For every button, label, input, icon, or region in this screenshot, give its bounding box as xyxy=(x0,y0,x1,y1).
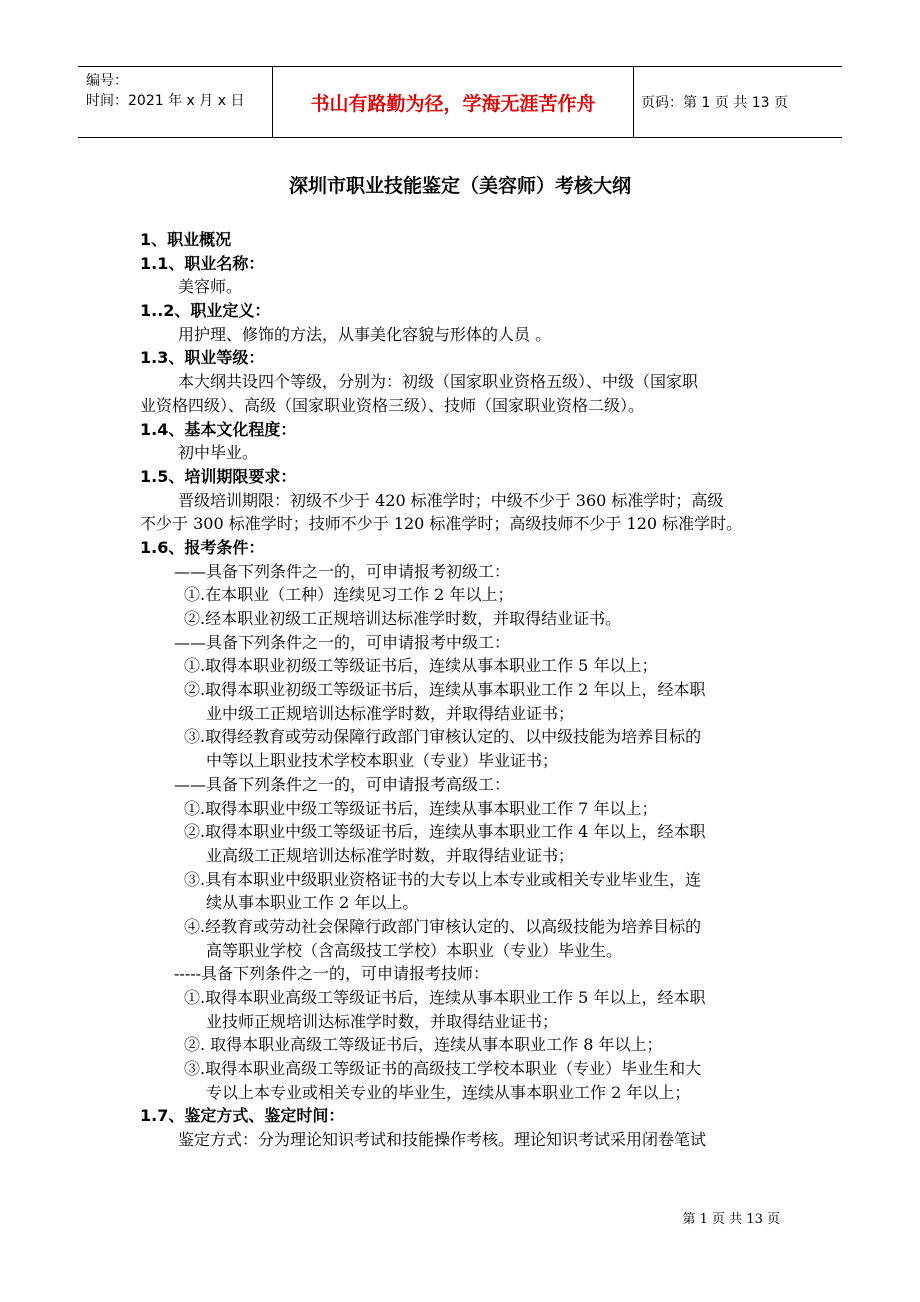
section-heading: 1..2、职业定义： xyxy=(140,301,271,321)
header-divider xyxy=(633,67,634,137)
header-table xyxy=(78,66,842,138)
text-line: 业中级工正规培训达标准学时数，并取得结业证书； xyxy=(206,703,575,723)
text-line: 初中毕业。 xyxy=(178,443,259,463)
text-line: ①.在本职业（工种）连续见习工作 2 年以上； xyxy=(184,585,514,605)
text-line: 专以上本专业或相关专业的毕业生，连续从事本职业工作 2 年以上； xyxy=(206,1082,691,1102)
text-line: 晋级培训期限：初级不少于 420 标准学时；中级不少于 360 标准学时；高级 xyxy=(178,490,724,510)
text-line: 续从事本职业工作 2 年以上。 xyxy=(206,893,419,913)
section-heading: 1.1、职业名称： xyxy=(140,253,265,273)
text-line: ①.取得本职业初级工等级证书后，连续从事本职业工作 5 年以上； xyxy=(184,656,658,676)
text-line: ——具备下列条件之一的，可申请报考中级工： xyxy=(174,632,511,652)
text-line: ①.取得本职业高级工等级证书后，连续从事本职业工作 5 年以上，经本职 xyxy=(184,988,706,1007)
section-heading: 1.5、培训期限要求： xyxy=(140,466,297,486)
section-heading: 1.6、报考条件： xyxy=(140,537,265,557)
text-line: 高等职业学校（含高级技工学校）本职业（专业）毕业生。 xyxy=(206,940,623,960)
text-line: ②.取得本职业初级工等级证书后，连续从事本职业工作 2 年以上，经本职 xyxy=(184,680,706,700)
text-line: 用护理、修饰的方法，从事美化容貌与形体的人员 。 xyxy=(178,324,552,344)
text-line: ③.取得经教育或劳动保障行政部门审核认定的、以中级技能为培养目标的 xyxy=(184,727,702,747)
text-line: -----具备下列条件之一的，可申请报考技师： xyxy=(174,964,490,984)
text-line: ①.取得本职业中级工等级证书后，连续从事本职业工作 7 年以上； xyxy=(184,798,658,818)
text-line: ③.具有本职业中级职业资格证书的大专以上本专业或相关专业毕业生，连 xyxy=(184,869,702,889)
text-line: ③.取得本职业高级工等级证书的高级技工学校本职业（专业）毕业生和大 xyxy=(184,1059,702,1079)
text-line: 本大纲共设四个等级，分别为：初级（国家职业资格五级）、中级（国家职 xyxy=(178,372,699,392)
section-heading: 1.7、鉴定方式、鉴定时间： xyxy=(140,1106,345,1126)
page-footer: 第 1 页 共 13 页 xyxy=(682,1212,780,1227)
text-line: ④.经教育或劳动社会保障行政部门审核认定的、以高级技能为培养目标的 xyxy=(184,916,702,936)
text-line: 美容师。 xyxy=(178,277,243,297)
text-line: ②.经本职业初级工正规培训达标准学时数，并取得结业证书。 xyxy=(184,609,622,628)
text-line: 业资格四级）、高级（国家职业资格三级）、技师（国家职业资格二级）。 xyxy=(140,395,645,415)
section-heading: 1.3、职业等级： xyxy=(140,348,265,368)
document-body xyxy=(140,228,784,1152)
section-heading: 1.4、基本文化程度： xyxy=(140,419,297,439)
text-line: ——具备下列条件之一的，可申请报考初级工： xyxy=(174,561,511,581)
text-line: ——具备下列条件之一的，可申请报考高级工： xyxy=(174,774,511,794)
document-title: 深圳市职业技能鉴定（美容师）考核大纲 xyxy=(288,175,631,197)
header-page-info: 页码：第 1 页 共 13 页 xyxy=(641,95,788,111)
text-line: ②.取得本职业中级工等级证书后，连续从事本职业工作 4 年以上，经本职 xyxy=(184,822,706,842)
text-line: 不少于 300 标准学时；技师不少于 120 标准学时；高级技师不少于 120 标准学时。 xyxy=(140,514,743,534)
header-motto: 书山有路勤为径，学海无涯苦作舟 xyxy=(310,92,596,115)
header-info xyxy=(86,71,276,111)
section-heading: 1、职业概况 xyxy=(140,230,232,249)
text-line: 业技师正规培训达标准学时数，并取得结业证书； xyxy=(206,1011,559,1031)
text-line: 中等以上职业技术学校本职业（专业）毕业证书； xyxy=(206,751,559,771)
text-line: ②. 取得本职业高级工等级证书后，连续从事本职业工作 8 年以上； xyxy=(184,1035,663,1055)
text-line: 业高级工正规培训达标准学时数，并取得结业证书； xyxy=(206,845,575,865)
time-label: 时间：2021 年 x 月 x 日 xyxy=(86,93,245,109)
code-label: 编号： xyxy=(86,73,128,89)
text-line: 鉴定方式：分为理论知识考试和技能操作考核。理论知识考试采用闭卷笔试 xyxy=(178,1130,707,1150)
